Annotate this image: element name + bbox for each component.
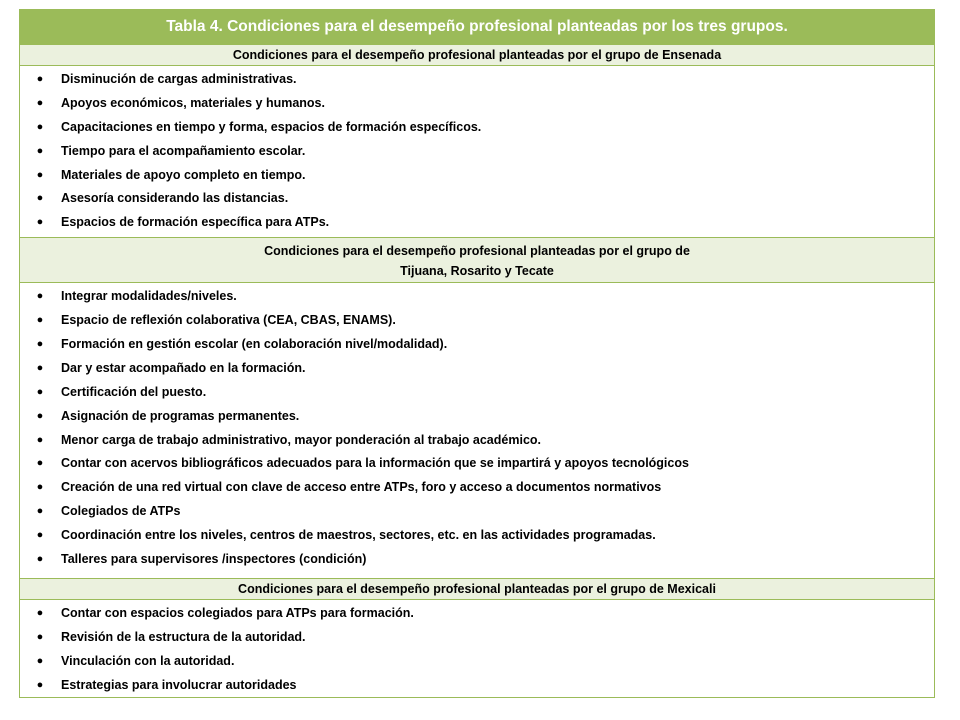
item-list-ensenada	[20, 66, 934, 237]
bullet-icon: ●	[36, 120, 44, 133]
table-title: Tabla 4. Condiciones para el desempeño profesional planteadas por los tres grupos.	[20, 10, 934, 44]
item-list-mexicali	[20, 600, 934, 698]
bullet-icon: ●	[36, 168, 44, 181]
bullet-icon: ●	[36, 361, 44, 374]
item-text: Colegiados de ATPs	[61, 504, 181, 519]
bullet-icon: ●	[36, 73, 44, 85]
item-text: Materiales de apoyo completo en tiempo.	[61, 167, 306, 182]
bullet-icon: ●	[36, 290, 44, 303]
list-item	[20, 92, 934, 116]
bullet-icon: ●	[36, 96, 44, 109]
list-item	[20, 650, 934, 674]
item-text: Integrar modalidades/niveles.	[61, 289, 237, 304]
item-text: Creación de una red virtual con clave de acceso entre ATPs, foro y acceso a documentos normativos	[61, 480, 662, 495]
bullet-icon: ●	[36, 505, 44, 518]
item-text: Tiempo para el acompañamiento escolar.	[61, 143, 306, 158]
list-item	[20, 548, 934, 572]
list-item	[20, 164, 934, 188]
item-text: Espacios de formación específica para ATPs.	[61, 215, 330, 230]
group-header-line: Condiciones para el desempeño profesional planteadas por el grupo de	[264, 244, 690, 259]
bullet-icon: ●	[36, 409, 44, 422]
bullet-icon: ●	[36, 529, 44, 542]
bullet-icon: ●	[36, 192, 44, 205]
item-list-tijuana	[20, 283, 934, 578]
item-text: Dar y estar acompañado en la formación.	[61, 360, 306, 375]
list-item	[20, 357, 934, 381]
group-header-tijuana	[20, 237, 934, 283]
group-header-line: Tijuana, Rosarito y Tecate	[400, 264, 554, 279]
bullet-icon: ●	[36, 654, 44, 667]
item-text: Certificación del puesto.	[61, 384, 207, 399]
group-header-mexicali	[20, 578, 934, 600]
bullet-icon: ●	[36, 678, 44, 691]
list-item	[20, 602, 934, 626]
item-text: Menor carga de trabajo administrativo, mayor ponderación al trabajo académico.	[61, 432, 541, 447]
item-text: Estrategias para involucrar autoridades	[61, 677, 297, 692]
item-text: Contar con acervos bibliográficos adecuados para la información que se impartirá y apoyos tecnológicos	[61, 456, 689, 471]
list-item	[20, 187, 934, 211]
item-text: Formación en gestión escolar (en colaboración nivel/modalidad).	[61, 337, 448, 352]
group-header-line: Condiciones para el desempeño profesional planteadas por el grupo de Ensenada	[232, 48, 722, 62]
item-text: Contar con espacios colegiados para ATPs para formación.	[61, 605, 414, 620]
list-item	[20, 116, 934, 140]
conditions-table	[19, 9, 935, 698]
bullet-icon: ●	[36, 385, 44, 398]
bullet-icon: ●	[36, 457, 44, 470]
item-text: Disminución de cargas administrativas.	[61, 72, 297, 86]
bullet-icon: ●	[36, 338, 44, 351]
item-text: Asignación de programas permanentes.	[61, 408, 300, 423]
list-item	[20, 333, 934, 357]
list-item	[20, 309, 934, 333]
bullet-icon: ●	[36, 144, 44, 157]
bullet-icon: ●	[36, 630, 44, 643]
item-text: Talleres para supervisores /inspectores (condición)	[61, 552, 367, 567]
bullet-icon: ●	[36, 216, 44, 229]
bullet-icon: ●	[36, 433, 44, 446]
list-item	[20, 452, 934, 476]
item-text: Apoyos económicos, materiales y humanos.	[61, 95, 325, 110]
list-item	[20, 500, 934, 524]
list-item	[20, 381, 934, 405]
list-item	[20, 140, 934, 164]
item-text: Vinculación con la autoridad.	[61, 653, 235, 668]
group-header-line: Condiciones para el desempeño profesional planteadas por el grupo de Mexicali	[238, 581, 716, 596]
item-text: Coordinación entre los niveles, centros de maestros, sectores, etc. en las actividades programadas.	[61, 528, 656, 543]
list-item	[20, 626, 934, 650]
item-text: Revisión de la estructura de la autoridad.	[61, 629, 306, 644]
bullet-icon: ●	[36, 314, 44, 327]
list-item	[20, 285, 934, 309]
list-item	[20, 68, 934, 92]
list-item	[20, 476, 934, 500]
bullet-icon: ●	[36, 481, 44, 494]
bullet-icon: ●	[36, 553, 44, 566]
list-item	[20, 429, 934, 453]
bullet-icon: ●	[36, 606, 44, 619]
item-text: Capacitaciones en tiempo y forma, espacios de formación específicos.	[61, 119, 482, 134]
list-item	[20, 211, 934, 235]
item-text: Asesoría considerando las distancias.	[61, 191, 289, 206]
group-header-ensenada	[20, 44, 934, 66]
item-text: Espacio de reflexión colaborativa (CEA, CBAS, ENAMS).	[61, 313, 396, 328]
list-item	[20, 405, 934, 429]
list-item	[20, 674, 934, 698]
list-item	[20, 524, 934, 548]
